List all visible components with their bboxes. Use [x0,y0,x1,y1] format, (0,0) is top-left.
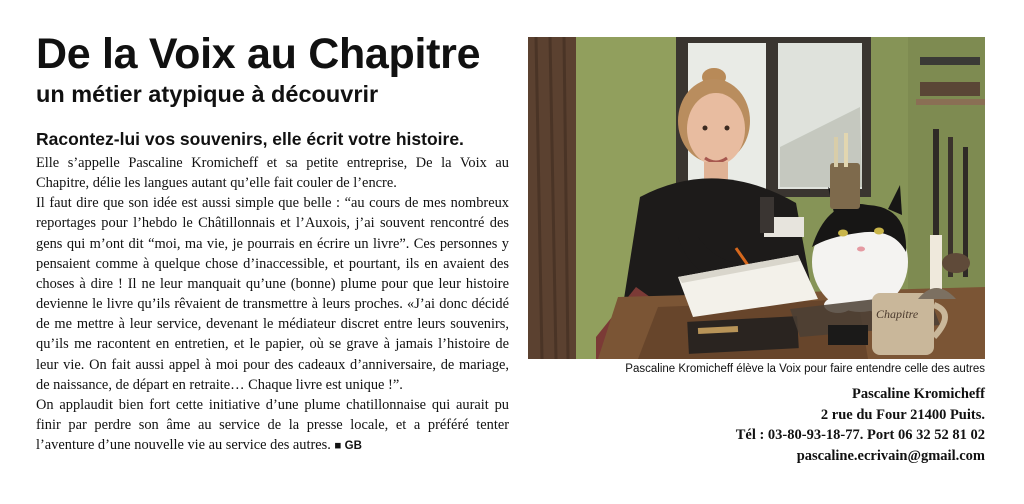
article-paragraph-1: Elle s’appelle Pascaline Kromicheff et sa petite entreprise, De la Voix au Chapitre, délie les langues autant qu’elle fait couler de l’encre. [36,155,509,192]
mug-text: Chapitre [876,307,919,321]
contact-name: Pascaline Kromicheff [851,386,985,402]
author-signature: ■ GB [334,440,362,453]
article-paragraph-3 [36,395,509,456]
portrait-photo [528,37,985,359]
article-title: De la Voix au Chapitre [36,30,481,78]
photo-caption: Pascaline Kromicheff élève la Voix pour faire entendre celle des autres [625,363,985,375]
photo-book [687,316,799,354]
photo-mug [872,293,934,355]
contact-address: 2 rue du Four 21400 Puits. [820,406,985,423]
article-paragraph-3-text: On applaudit bien fort cette initiative d’une plume chatillonnaise qui aurait pu finir par perdre son âme au service de la presse locale, et a préféré tenter l’aventure d’une nouvelle vie au service des autres. [36,396,509,454]
article-subtitle: un métier atypique à découvrir [36,81,379,107]
photo-shelf [920,57,980,65]
contact-email: pascaline.ecrivain@gmail.com [796,447,985,464]
contact-block [736,384,985,466]
contact-phone: Tél : 03-80-93-18-77. Port 06 32 52 81 02 [735,427,985,443]
article-paragraph-2: Il faut dire que son idée est aussi simple que belle : “au cours de mes nombreux reportages pour l’hebdo le Châtillonnais et l’Auxois, j’ai souvent rencontré des gens qui m’ont dit “moi, ma vie, je pourrais en écrire un livre”. Ces personnes y pensaient comme à quelque chose d’inaccessible, et pourtant, ils en avaient des choses à dire ! Il ne leur manquait qu’une (bonne) plume pour que leur histoire devienne le livre qu’ils rêvaient de transmettre à leurs proches. «J’ai donc décidé de me mettre à leur service, devenant le médiateur discret entre leurs souvenirs, qu’ils me racontent en entretien, et le papier, où se grave à jamais l’histoire de leur vie. On fait aussi appel à moi pour des cadeaux d’anniversaire, de mariage, de naissance, de départ en retraite… Chaque livre est unique !”. [36,195,509,393]
photo-illustration [528,37,985,359]
article-lede: Racontez-lui vos souvenirs, elle écrit votre histoire. [36,129,464,149]
photo-face [687,93,745,165]
article-body [36,153,509,456]
